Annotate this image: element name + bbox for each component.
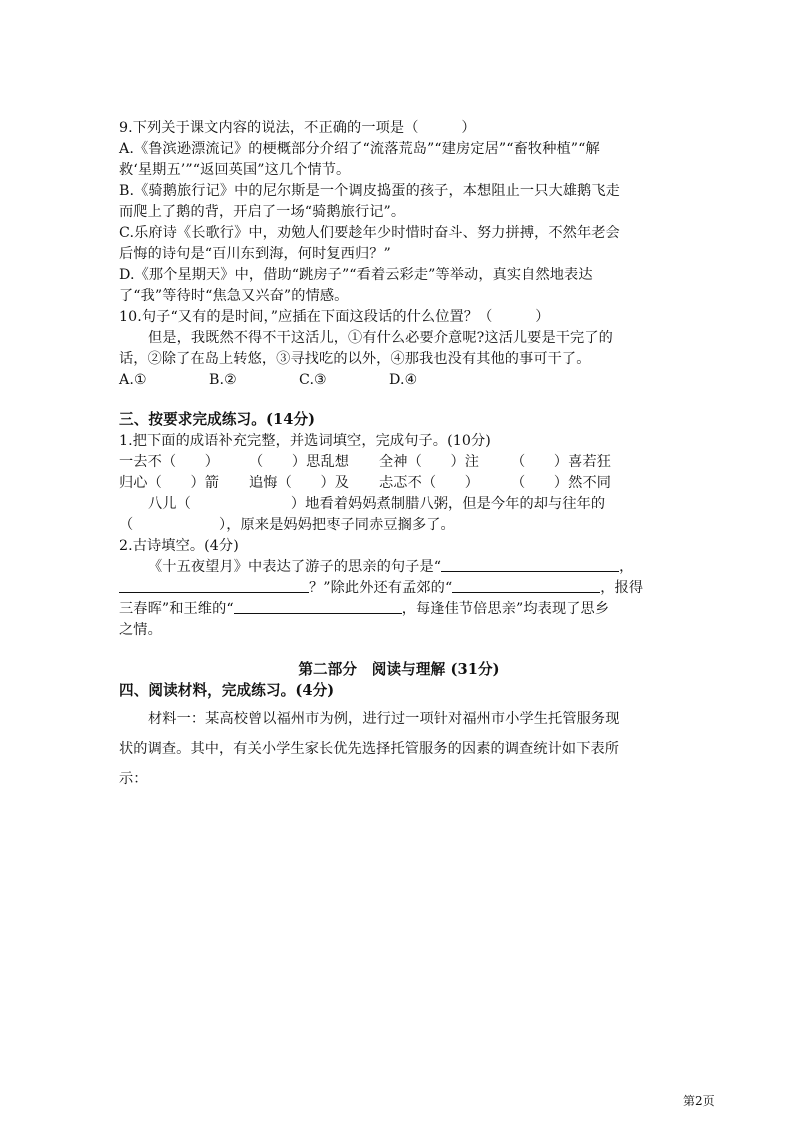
poem-line2	[119, 578, 679, 598]
page-number: 第2页	[683, 1094, 715, 1108]
idiom-row-2	[119, 473, 679, 493]
section3-q1-stem: 1.把下面的成语补充完整，并选词填空，完成句子。(10分)	[119, 433, 491, 449]
q9-option-c-line1: C.乐府诗《长歌行》中，劝勉人们要趁年少时惜时奋斗、努力拼搏，不然年老会	[119, 225, 620, 241]
q9-option-a-line2: 救‘星期五’”“返回英国”这几个情节。	[119, 162, 351, 178]
material1-line3: 示：	[119, 771, 148, 787]
q9-option-b-line2: 而爬上了鹅的背，开启了一场“骑鹅旅行记”。	[119, 204, 406, 220]
q9-option-d-line1: D.《那个星期天》中，借助“跳房子”“看着云彩走”等举动，真实自然地表达	[119, 267, 593, 283]
section4-title: 四、阅读材料，完成练习。(4分)	[119, 682, 335, 699]
poem-blank-2[interactable]	[119, 578, 309, 593]
idiom-row-1	[119, 452, 679, 472]
poem-blank-1[interactable]	[441, 557, 619, 572]
idiom-8: （ ）然不同	[511, 475, 612, 491]
q10-option-a: A.①	[119, 372, 147, 388]
poem-line3	[119, 599, 679, 619]
poem-line2-end: ，报得	[600, 580, 644, 596]
part2-title: 第二部分 阅读与理解 (31分)	[298, 661, 500, 678]
q9-option-b-line1: B.《骑鹅旅行记》中的尼尔斯是一个调皮捣蛋的孩子，本想阻止一只大雄鹅飞走	[119, 183, 620, 199]
idiom-4: （ ）喜若狂	[511, 454, 612, 470]
idiom-3: 全神（ ）注	[379, 454, 480, 470]
poem-line1-text: 《十五夜望月》中表达了游子的思亲的句子是“	[148, 559, 442, 575]
q10-passage-line2: 话，②除了在岛上转悠，③寻找吃的以外，④那我也没有其他的事可干了。	[119, 351, 591, 367]
poem-blank-4[interactable]	[234, 599, 402, 614]
idiom-2: （ ）思乱想	[249, 454, 350, 470]
idiom-7: 忐忑不（ ）	[379, 475, 480, 491]
poem-line4: 之情。	[119, 622, 162, 638]
q10-option-c: C.③	[299, 372, 327, 388]
q10-stem: 10.句子“又有的是时间，”应插在下面这段话的什么位置？（ ）	[119, 309, 550, 325]
section3-title: 三、按要求完成练习。(14分)	[119, 411, 316, 428]
q10-option-b: B.②	[209, 372, 237, 388]
material1-line2: 状的调查。其中，有关小学生家长优先选择托管服务的因素的调查统计如下表所	[119, 741, 620, 757]
fill-sentence-line2: （ ），原来是妈妈把枣子同赤豆搁多了。	[119, 517, 455, 533]
idiom-5: 归心（ ）箭	[119, 475, 220, 491]
q9-option-d-line2: 了“我”等待时“焦急又兴奋”的情感。	[119, 288, 349, 304]
poem-line2-text: ？”除此外还有孟郊的“	[309, 580, 453, 596]
poem-line1	[148, 557, 679, 577]
poem-blank-3[interactable]	[452, 578, 600, 593]
idiom-6: 追悔（ ）及	[249, 475, 350, 491]
q9-option-c-line2: 后悔的诗句是“百川东到海，何时复西归？”	[119, 246, 391, 262]
q9-option-a-line1: A.《鲁滨逊漂流记》的梗概部分介绍了“流落荒岛”“建房定居”“畜牧种植”“解	[119, 141, 600, 157]
q10-options	[119, 370, 679, 390]
q9-stem: 9.下列关于课文内容的说法，不正确的一项是（ ）	[119, 120, 476, 136]
material1-line1: 材料一：某高校曾以福州市为例，进行过一项针对福州市小学生托管服务现	[148, 711, 620, 727]
q10-passage-line1: 但是，我既然不得不干这活儿，①有什么必要介意呢?这活儿要是干完了的	[148, 330, 613, 346]
poem-line3-end: ，每逢佳节倍思亲”均表现了思乡	[401, 601, 610, 617]
fill-sentence-line1: 八儿（ ）地看着妈妈煮制腊八粥，但是今年的却与往年的	[148, 496, 606, 512]
idiom-1: 一去不（ ）	[119, 454, 220, 470]
poem-line3-text: 三春晖”和王维的“	[119, 601, 234, 617]
poem-line1-end: ，	[619, 559, 634, 575]
section3-q2-stem: 2.古诗填空。(4分)	[119, 538, 239, 554]
q10-option-d: D.④	[389, 372, 418, 388]
